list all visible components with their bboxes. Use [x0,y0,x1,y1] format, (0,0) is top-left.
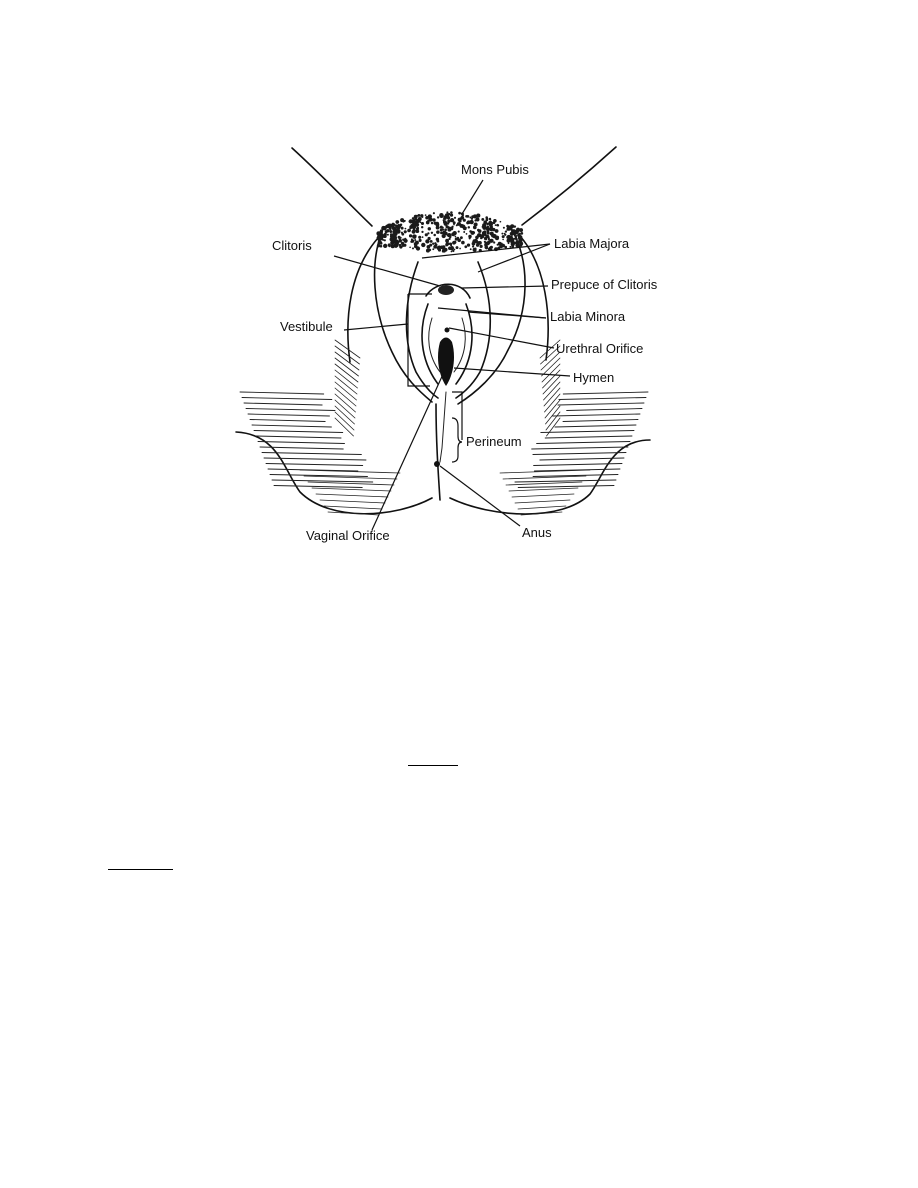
label-perineum: Perineum [466,434,522,449]
fill-in-blank-line-left [108,869,173,870]
pubic-hair-shading [376,211,523,252]
label-mons-pubis: Mons Pubis [461,162,529,177]
label-labia-majora: Labia Majora [554,236,630,251]
label-anus: Anus [522,525,552,540]
label-labia-minora: Labia Minora [550,309,626,324]
label-clitoris: Clitoris [272,238,312,253]
label-prepuce-of-clitoris: Prepuce of Clitoris [551,277,658,292]
label-hymen: Hymen [573,370,615,385]
fill-in-blank-line-center [408,765,458,766]
label-vestibule: Vestibule [280,319,333,334]
label-urethral-orifice: Urethral Orifice [556,341,644,356]
label-vaginal-orifice: Vaginal Orifice [306,528,390,543]
